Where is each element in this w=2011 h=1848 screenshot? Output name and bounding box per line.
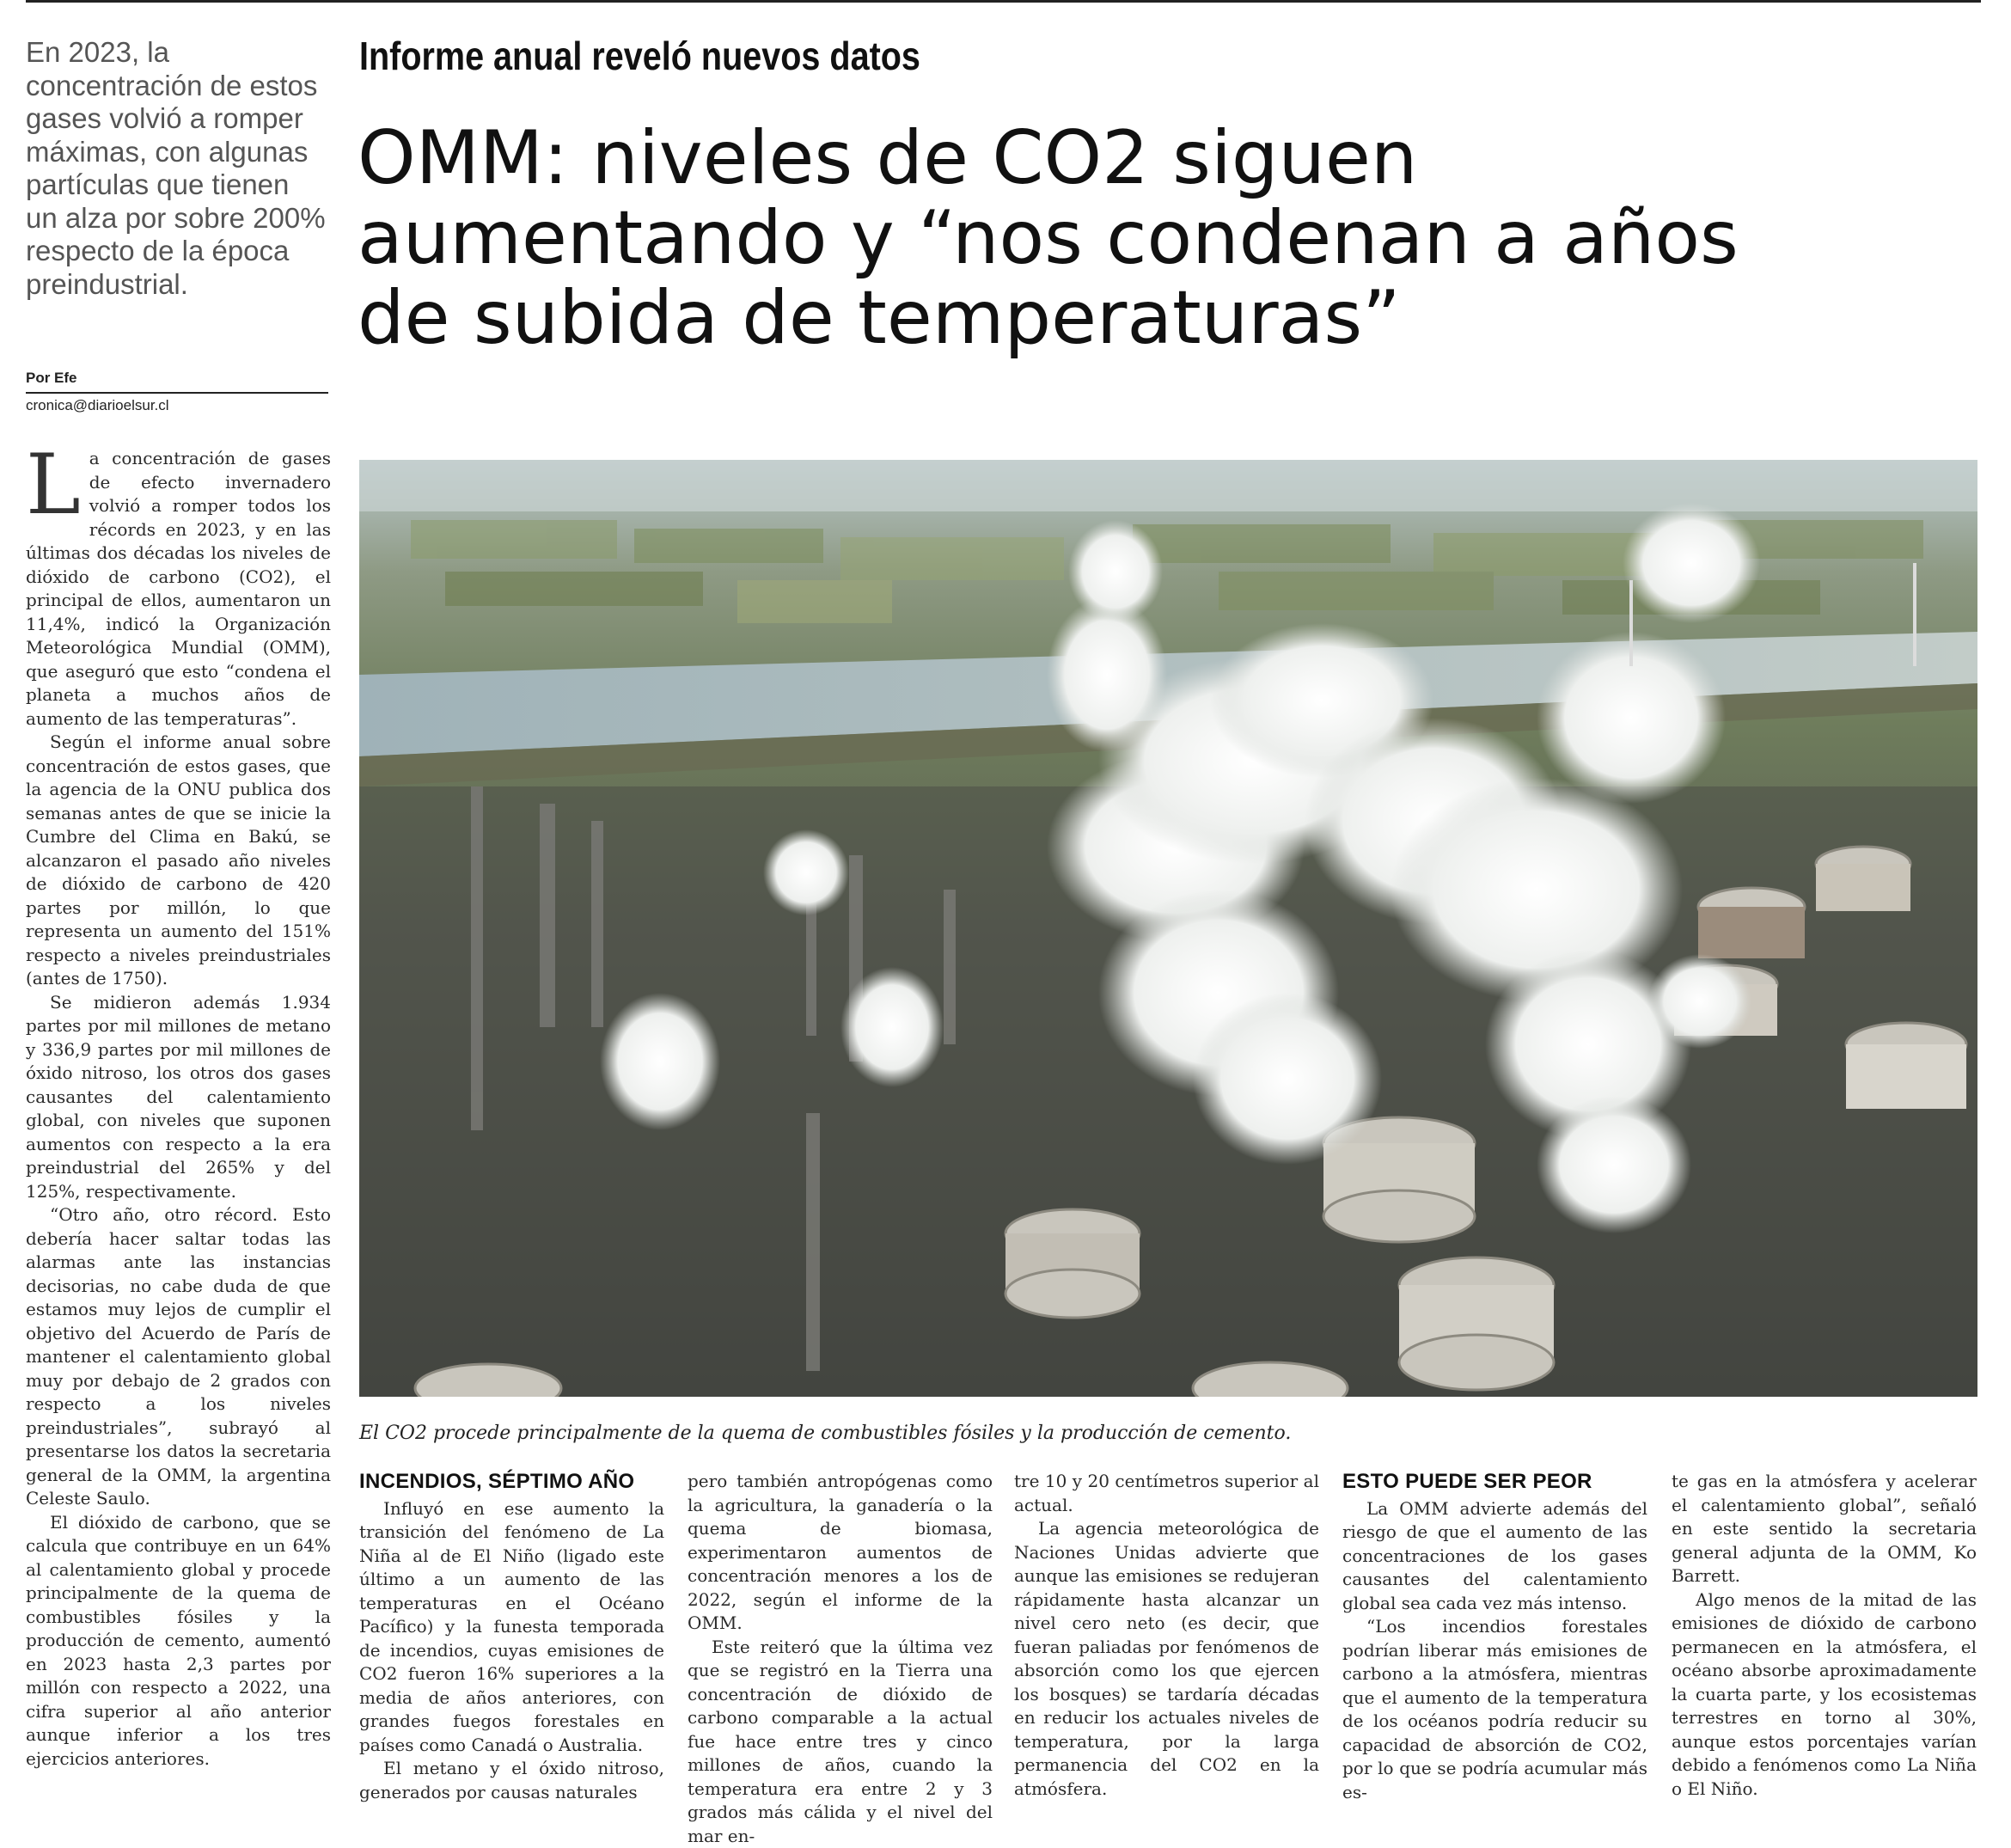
paragraph: pero también antropógenas como la agricultura, la ganadería o la quema de biomasa, experimentaron aumentos de concentración menores a los de 2022, según el informe de la OMM. <box>688 1470 993 1636</box>
byline-author: Por Efe <box>26 370 328 394</box>
article-column-1 <box>26 447 331 1771</box>
paragraph <box>26 447 331 731</box>
article-column-6 <box>1672 1470 1977 1801</box>
paragraph: Se midieron además 1.934 partes por mil millones de metano y 336,9 partes por mil millones de óxido nitroso, los otros dos gases causantes del calentamiento global, con niveles que suponen aumentos con respecto a la era preindustrial del 265% y del 125%, respectivamente. <box>26 991 331 1204</box>
paragraph: Influyó en ese aumento la transición del fenómeno de La Niña al de El Niño (ligado este último a un aumento de las temperaturas en el Océano Pacífico) y la funesta temporada de incendios, cuyas emisiones de CO2 fueron 16% superiores a la media de años anteriores, con grandes fuegos forestales en países como Canadá o Australia. <box>359 1497 664 1758</box>
paragraph: te gas en la atmósfera y acelerar el calentamiento global”, señaló en este sentido la secretaria general adjunta de la OMM, Ko Barrett. <box>1672 1470 1977 1588</box>
headline-line-2: aumentando y “nos condenan a años <box>358 199 1990 278</box>
paragraph-text: a concentración de gases de efecto invernadero volvió a romper todos los récords en 2023, y en las últimas dos décadas los niveles de dióxido de carbono (CO2), el principal de ellos, aumentaron un 11,4%, indicó la Organización Meteorológica Mundial (OMM), que aseguró que esto “condena el planeta a muchos años de aumento de las temperaturas”. <box>26 448 331 729</box>
headline-line-1: OMM: niveles de CO2 siguen <box>358 119 1990 199</box>
article-column-3 <box>688 1470 993 1848</box>
paragraph: tre 10 y 20 centímetros superior al actual. <box>1014 1470 1319 1517</box>
paragraph: “Otro año, otro récord. Esto debería hacer saltar todas las alarmas ante las instancias decisorias, no cabe duda de que estamos muy lejos de cumplir el objetivo del Acuerdo de París de mantener el calentamiento global muy por debajo de 2 grados con respecto a los niveles preindustriales”, subrayó al presentarse los datos la secretaria general de la OMM, la argentina Celeste Saulo. <box>26 1203 331 1511</box>
paragraph: El metano y el óxido nitroso, generados por causas naturales <box>359 1757 664 1804</box>
headline-line-3: de subida de temperaturas” <box>358 278 1990 358</box>
article-column-4 <box>1014 1470 1319 1801</box>
top-rule <box>26 0 1981 3</box>
paragraph: Este reiteró que la última vez que se registró en la Tierra una concentración de dióxido de carbono comparable a la actual fue hace entre tres y cinco millones de años, cuando la temperatura era entre 2 y 3 grados más cálida y el nivel del mar en- <box>688 1636 993 1848</box>
paragraph: “Los incendios forestales podrían liberar más emisiones de carbono a la atmósfera, mientras que el aumento de la temperatura de los océanos podría reducir su capacidad de absorción de CO2, por lo que se podría acumular más es- <box>1342 1615 1647 1804</box>
section-heading: ESTO PUEDE SER PEOR <box>1342 1470 1647 1494</box>
paragraph: Algo menos de la mitad de las emisiones de dióxido de carbono permanecen en la atmósfera, el océano absorbe aproximadamente la cuarta parte, y los ecosistemas terrestres en torno al 30%, aunque estos porcentajes varían debido a fenómenos como La Niña o El Niño. <box>1672 1588 1977 1802</box>
lead-summary: En 2023, la concentración de estos gases volvió a romper máximas, con algunas partículas que tienen un alza por sobre 200% respecto de la época preindustrial. <box>26 36 327 301</box>
paragraph: El dióxido de carbono, que se calcula que contribuye en un 64% al calentamiento global y procede principalmente de la quema de combustibles fósiles y la producción de cemento, aumentó en 2023 hasta 2,3 partes por millón con respecto a 2022, una cifra superior al año anterior aunque inferior a los tres ejercicios anteriores. <box>26 1511 331 1772</box>
kicker: Informe anual reveló nuevos datos <box>359 33 920 79</box>
photo-caption: El CO2 procede principalmente de la quema de combustibles fósiles y la producción de cemento. <box>359 1423 1291 1444</box>
refinery-aerial-photo <box>359 460 1977 1397</box>
byline-email: cronica@diarioelsur.cl <box>26 397 328 414</box>
paragraph: La OMM advierte además del riesgo de que el aumento de las concentraciones de los gases causantes del calentamiento global sea cada vez más intenso. <box>1342 1497 1647 1616</box>
article-column-2 <box>359 1470 664 1804</box>
paragraph: Según el informe anual sobre concentración de estos gases, que la agencia de la ONU publica dos semanas antes de que se inicie la Cumbre del Clima en Bakú, se alcanzaron el pasado año niveles de dióxido de carbono de 420 partes por millón, lo que representa un aumento del 151% respecto a niveles preindustriales (antes de 1750). <box>26 731 331 991</box>
drop-cap: L <box>26 450 81 519</box>
headline <box>358 119 1990 358</box>
article-column-5 <box>1342 1470 1647 1804</box>
section-heading: INCENDIOS, SÉPTIMO AÑO <box>359 1470 664 1494</box>
paragraph: La agencia meteorológica de Naciones Unidas advierte que aunque las emisiones se redujeran rápidamente hasta alcanzar un nivel cero neto (es decir, que fueran paliadas por fenómenos de absorción como los que ejercen los bosques) se tardaría décadas en reducir los actuales niveles de temperatura, por la larga permanencia del CO2 en la atmósfera. <box>1014 1517 1319 1801</box>
